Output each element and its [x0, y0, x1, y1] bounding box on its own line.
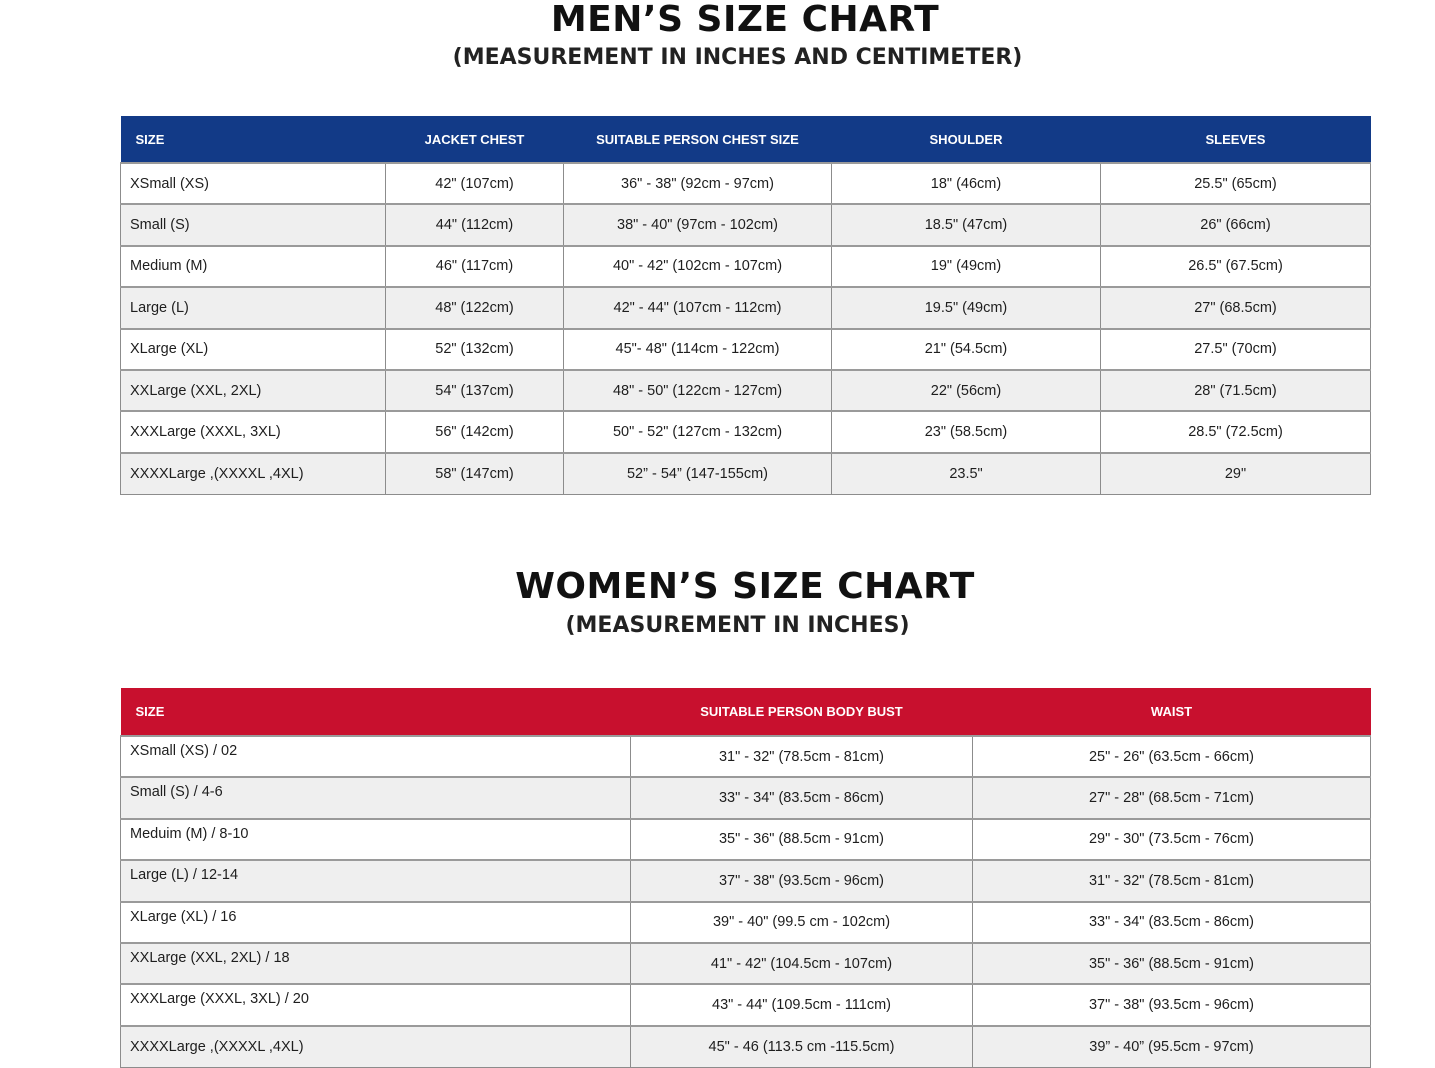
mens-chart-subtitle: (MEASUREMENT IN INCHES AND CENTIMETER): [452, 45, 1023, 70]
jacket-chest-cell: 52" (132cm): [386, 329, 564, 370]
size-cell: Large (L): [121, 287, 386, 328]
table-row: [121, 860, 1371, 901]
body-bust-cell: 39" - 40" (99.5 cm - 102cm): [631, 902, 973, 943]
size-cell: XXXLarge (XXXL, 3XL): [121, 411, 386, 452]
table-row: [121, 453, 1371, 495]
table-row: [121, 287, 1371, 328]
table-row: [121, 411, 1371, 452]
size-cell: XLarge (XL) / 16: [121, 902, 631, 943]
womens-header-body-bust: SUITABLE PERSON BODY BUST: [700, 704, 903, 719]
jacket-chest-cell: 46" (117cm): [386, 246, 564, 287]
person-chest-cell: 40" - 42" (102cm - 107cm): [564, 246, 832, 287]
jacket-chest-cell: 44" (112cm): [386, 204, 564, 245]
mens-header-size: SIZE: [135, 131, 165, 147]
sleeves-cell: 25.5" (65cm): [1101, 163, 1371, 204]
size-cell: XXLarge (XXL, 2XL): [121, 370, 386, 411]
sleeves-cell: 27" (68.5cm): [1101, 287, 1371, 328]
mens-chart-title: MEN’S SIZE CHART: [550, 0, 940, 40]
shoulder-cell: 21" (54.5cm): [832, 329, 1101, 370]
mens-header-jacket-chest: JACKET CHEST: [424, 131, 525, 147]
size-cell: Meduim (M) / 8-10: [121, 819, 631, 860]
womens-table-body: [121, 736, 1371, 1067]
table-row: [121, 819, 1371, 860]
table-row: [121, 984, 1371, 1025]
mens-header-sleeves: SLEEVES: [1205, 131, 1266, 147]
size-cell: Small (S): [121, 204, 386, 245]
table-row: [121, 204, 1371, 245]
body-bust-cell: 43" - 44" (109.5cm - 111cm): [631, 984, 973, 1025]
womens-header-size: SIZE: [135, 704, 165, 719]
size-cell: Medium (M): [121, 246, 386, 287]
person-chest-cell: 38" - 40" (97cm - 102cm): [564, 204, 832, 245]
waist-cell: 29" - 30" (73.5cm - 76cm): [973, 819, 1371, 860]
sleeves-cell: 26" (66cm): [1101, 204, 1371, 245]
sleeves-cell: 28" (71.5cm): [1101, 370, 1371, 411]
jacket-chest-cell: 56" (142cm): [386, 411, 564, 452]
waist-cell: 35" - 36" (88.5cm - 91cm): [973, 943, 1371, 984]
jacket-chest-cell: 54" (137cm): [386, 370, 564, 411]
size-cell: XLarge (XL): [121, 329, 386, 370]
table-row: [121, 246, 1371, 287]
mens-table-header: [121, 116, 1371, 163]
womens-size-table: [120, 688, 1371, 1068]
womens-table-header: [121, 688, 1371, 736]
jacket-chest-cell: 58" (147cm): [386, 453, 564, 495]
sleeves-cell: 28.5" (72.5cm): [1101, 411, 1371, 452]
womens-chart-subtitle: (MEASUREMENT IN INCHES): [565, 613, 910, 638]
mens-table-body: [121, 163, 1371, 495]
shoulder-cell: 23" (58.5cm): [832, 411, 1101, 452]
waist-cell: 27" - 28" (68.5cm - 71cm): [973, 777, 1371, 818]
shoulder-cell: 22" (56cm): [832, 370, 1101, 411]
waist-cell: 25" - 26" (63.5cm - 66cm): [973, 736, 1371, 777]
womens-chart-title: WOMEN’S SIZE CHART: [515, 566, 975, 607]
waist-cell: 39” - 40” (95.5cm - 97cm): [973, 1026, 1371, 1067]
person-chest-cell: 42" - 44" (107cm - 112cm): [564, 287, 832, 328]
size-cell: XXLarge (XXL, 2XL) / 18: [121, 943, 631, 984]
shoulder-cell: 19.5" (49cm): [832, 287, 1101, 328]
mens-header-row: [121, 116, 1371, 163]
table-row: [121, 943, 1371, 984]
womens-header-waist: WAIST: [1150, 704, 1193, 719]
body-bust-cell: 33" - 34" (83.5cm - 86cm): [631, 777, 973, 818]
mens-size-table: [120, 116, 1371, 495]
mens-header-person-chest: SUITABLE PERSON CHEST SIZE: [596, 131, 799, 147]
body-bust-cell: 35" - 36" (88.5cm - 91cm): [631, 819, 973, 860]
table-row: [121, 1026, 1371, 1067]
person-chest-cell: 52” - 54” (147-155cm): [564, 453, 832, 495]
shoulder-cell: 18" (46cm): [832, 163, 1101, 204]
person-chest-cell: 45"- 48" (114cm - 122cm): [564, 329, 832, 370]
shoulder-cell: 19" (49cm): [832, 246, 1101, 287]
sleeves-cell: 29": [1101, 453, 1371, 495]
size-cell: XXXXLarge ,(XXXXL ,4XL): [121, 453, 386, 495]
person-chest-cell: 50" - 52" (127cm - 132cm): [564, 411, 832, 452]
size-cell: Large (L) / 12-14: [121, 860, 631, 901]
waist-cell: 37" - 38" (93.5cm - 96cm): [973, 984, 1371, 1025]
size-cell: Small (S) / 4-6: [121, 777, 631, 818]
waist-cell: 31" - 32" (78.5cm - 81cm): [973, 860, 1371, 901]
waist-cell: 33" - 34" (83.5cm - 86cm): [973, 902, 1371, 943]
mens-header-shoulder: SHOULDER: [929, 131, 1003, 147]
person-chest-cell: 48" - 50" (122cm - 127cm): [564, 370, 832, 411]
table-row: [121, 777, 1371, 818]
jacket-chest-cell: 48" (122cm): [386, 287, 564, 328]
shoulder-cell: 23.5": [832, 453, 1101, 495]
body-bust-cell: 41" - 42" (104.5cm - 107cm): [631, 943, 973, 984]
size-cell: XSmall (XS): [121, 163, 386, 204]
jacket-chest-cell: 42" (107cm): [386, 163, 564, 204]
sleeves-cell: 27.5" (70cm): [1101, 329, 1371, 370]
size-cell: XXXXLarge ,(XXXXL ,4XL): [121, 1026, 631, 1067]
table-row: [121, 329, 1371, 370]
shoulder-cell: 18.5" (47cm): [832, 204, 1101, 245]
table-row: [121, 736, 1371, 777]
table-row: [121, 902, 1371, 943]
womens-header-row: [121, 688, 1371, 736]
body-bust-cell: 31" - 32" (78.5cm - 81cm): [631, 736, 973, 777]
size-cell: XXXLarge (XXXL, 3XL) / 20: [121, 984, 631, 1025]
size-cell: XSmall (XS) / 02: [121, 736, 631, 777]
body-bust-cell: 45" - 46 (113.5 cm -115.5cm): [631, 1026, 973, 1067]
body-bust-cell: 37" - 38" (93.5cm - 96cm): [631, 860, 973, 901]
table-row: [121, 370, 1371, 411]
table-row: [121, 163, 1371, 204]
sleeves-cell: 26.5" (67.5cm): [1101, 246, 1371, 287]
person-chest-cell: 36" - 38" (92cm - 97cm): [564, 163, 832, 204]
